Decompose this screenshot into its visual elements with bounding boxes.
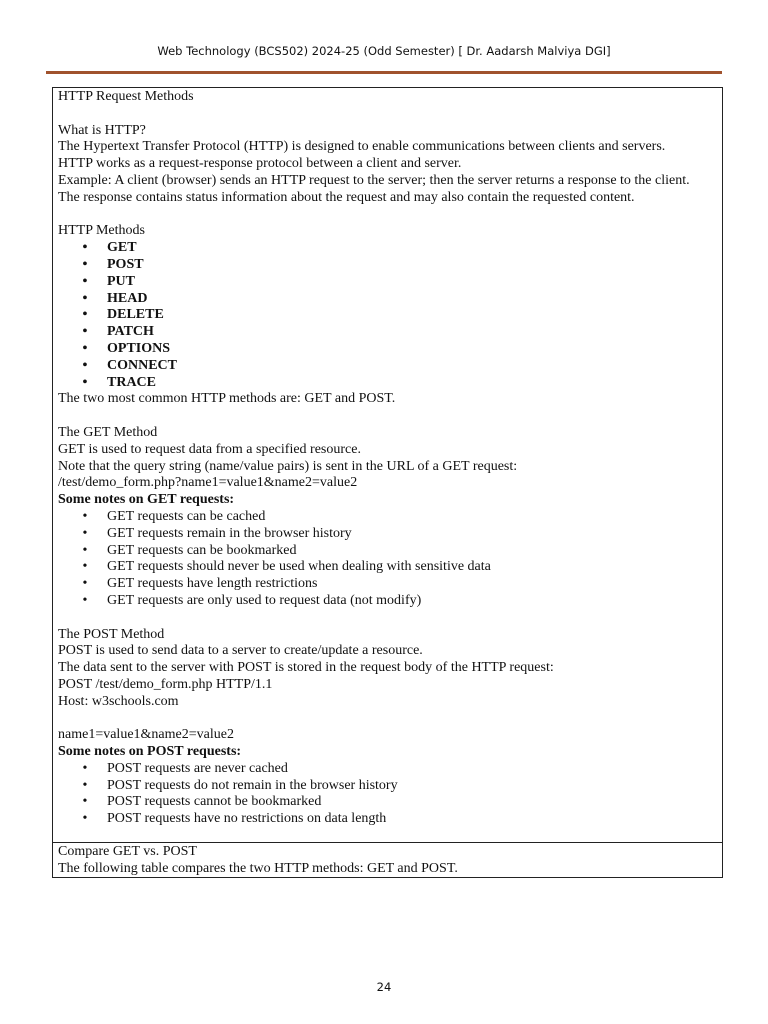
get-method-line: Note that the query string (name/value pairs) is sent in the URL of a GET request: xyxy=(58,458,518,474)
http-methods-list xyxy=(58,240,717,391)
post-body-line: name1=value1&name2=value2 xyxy=(58,727,234,743)
list-item xyxy=(80,274,717,291)
list-item xyxy=(80,324,717,341)
list-item-label: POST requests are never cached xyxy=(107,760,288,776)
bullet-icon: • xyxy=(82,256,88,272)
get-notes-heading: Some notes on GET requests: xyxy=(58,492,235,508)
list-item xyxy=(80,543,717,560)
get-method-line: /test/demo_form.php?name1=value1&name2=value2 xyxy=(58,475,358,491)
list-item-label: POST requests have no restrictions on data length xyxy=(107,811,387,827)
bullet-icon: • xyxy=(82,340,88,356)
post-method-line: POST is used to send data to a server to create/update a resource. xyxy=(58,643,423,659)
list-item xyxy=(80,341,717,358)
list-item xyxy=(80,778,717,795)
what-is-http-line: Example: A client (browser) sends an HTTP request to the server; then the server returns a response to the client. xyxy=(58,172,690,188)
list-item-label: PUT xyxy=(107,273,135,289)
list-item xyxy=(80,593,717,610)
http-methods-heading: HTTP Methods xyxy=(58,223,145,239)
get-notes-list xyxy=(58,509,717,610)
list-item xyxy=(80,358,717,375)
what-is-http-line: The response contains status information about the request and may also contain the requested content. xyxy=(58,189,635,205)
what-is-http-line: The Hypertext Transfer Protocol (HTTP) is designed to enable communications between clients and servers. xyxy=(58,139,666,155)
bullet-icon: • xyxy=(82,542,88,558)
bullet-icon: • xyxy=(82,324,88,340)
post-method-line: POST /test/demo_form.php HTTP/1.1 xyxy=(58,676,273,692)
list-item xyxy=(80,257,717,274)
bullet-icon: • xyxy=(82,576,88,592)
bullet-icon: • xyxy=(82,794,88,810)
http-methods-summary: The two most common HTTP methods are: GET and POST. xyxy=(58,391,396,407)
bullet-icon: • xyxy=(82,273,88,289)
list-item-label: POST requests cannot be bookmarked xyxy=(107,794,322,810)
list-item xyxy=(80,509,717,526)
list-item-label: GET requests can be cached xyxy=(107,508,266,524)
bullet-icon: • xyxy=(82,290,88,306)
bullet-icon: • xyxy=(82,240,88,256)
list-item xyxy=(80,576,717,593)
what-is-http-heading: What is HTTP? xyxy=(58,122,146,138)
compare-cell xyxy=(53,843,722,877)
post-notes-list xyxy=(58,761,717,828)
content-table xyxy=(52,87,723,878)
bullet-icon: • xyxy=(82,559,88,575)
list-item-label: CONNECT xyxy=(107,357,178,373)
list-item xyxy=(80,307,717,324)
list-item xyxy=(80,811,717,828)
bullet-icon: • xyxy=(82,592,88,608)
list-item-label: GET requests remain in the browser history xyxy=(107,525,352,541)
main-cell xyxy=(53,88,722,843)
list-item-label: GET requests are only used to request data (not modify) xyxy=(107,592,422,608)
list-item xyxy=(80,291,717,308)
list-item-label: OPTIONS xyxy=(107,340,171,356)
list-item-label: GET xyxy=(107,240,137,256)
list-item xyxy=(80,240,717,257)
bullet-icon: • xyxy=(82,760,88,776)
list-item-label: POST requests do not remain in the browser history xyxy=(107,777,398,793)
post-method-line: Host: w3schools.com xyxy=(58,693,179,709)
get-method-heading: The GET Method xyxy=(58,424,158,440)
get-method-line: GET is used to request data from a specified resource. xyxy=(58,441,361,457)
list-item-label: PATCH xyxy=(107,324,154,340)
list-item xyxy=(80,375,717,392)
list-item-label: GET requests can be bookmarked xyxy=(107,542,297,558)
list-item-label: POST xyxy=(107,256,144,272)
header-rule xyxy=(46,71,722,74)
bullet-icon: • xyxy=(82,525,88,541)
bullet-icon: • xyxy=(82,777,88,793)
section-title: HTTP Request Methods xyxy=(58,89,194,104)
bullet-icon: • xyxy=(82,374,88,390)
bullet-icon: • xyxy=(82,307,88,323)
list-item xyxy=(80,526,717,543)
what-is-http-line: HTTP works as a request-response protocol between a client and server. xyxy=(58,156,462,172)
list-item-label: GET requests have length restrictions xyxy=(107,576,318,592)
list-item xyxy=(80,761,717,778)
list-item-label: TRACE xyxy=(107,374,157,390)
list-item xyxy=(80,794,717,811)
post-method-heading: The POST Method xyxy=(58,626,165,642)
bullet-icon: • xyxy=(82,357,88,373)
compare-line: The following table compares the two HTTP methods: GET and POST. xyxy=(58,860,458,876)
list-item-label: GET requests should never be used when dealing with sensitive data xyxy=(107,559,491,575)
list-item-label: DELETE xyxy=(107,307,164,323)
post-method-line: The data sent to the server with POST is stored in the request body of the HTTP request: xyxy=(58,660,554,676)
list-item xyxy=(80,559,717,576)
bullet-icon: • xyxy=(82,508,88,524)
list-item-label: HEAD xyxy=(107,290,148,306)
bullet-icon: • xyxy=(82,811,88,827)
page-number: 24 xyxy=(376,980,392,994)
compare-title: Compare GET vs. POST xyxy=(58,844,197,859)
running-header: Web Technology (BCS502) 2024-25 (Odd Semester) [ Dr. Aadarsh Malviya DGI] xyxy=(157,44,611,58)
post-notes-heading: Some notes on POST requests: xyxy=(58,744,242,760)
